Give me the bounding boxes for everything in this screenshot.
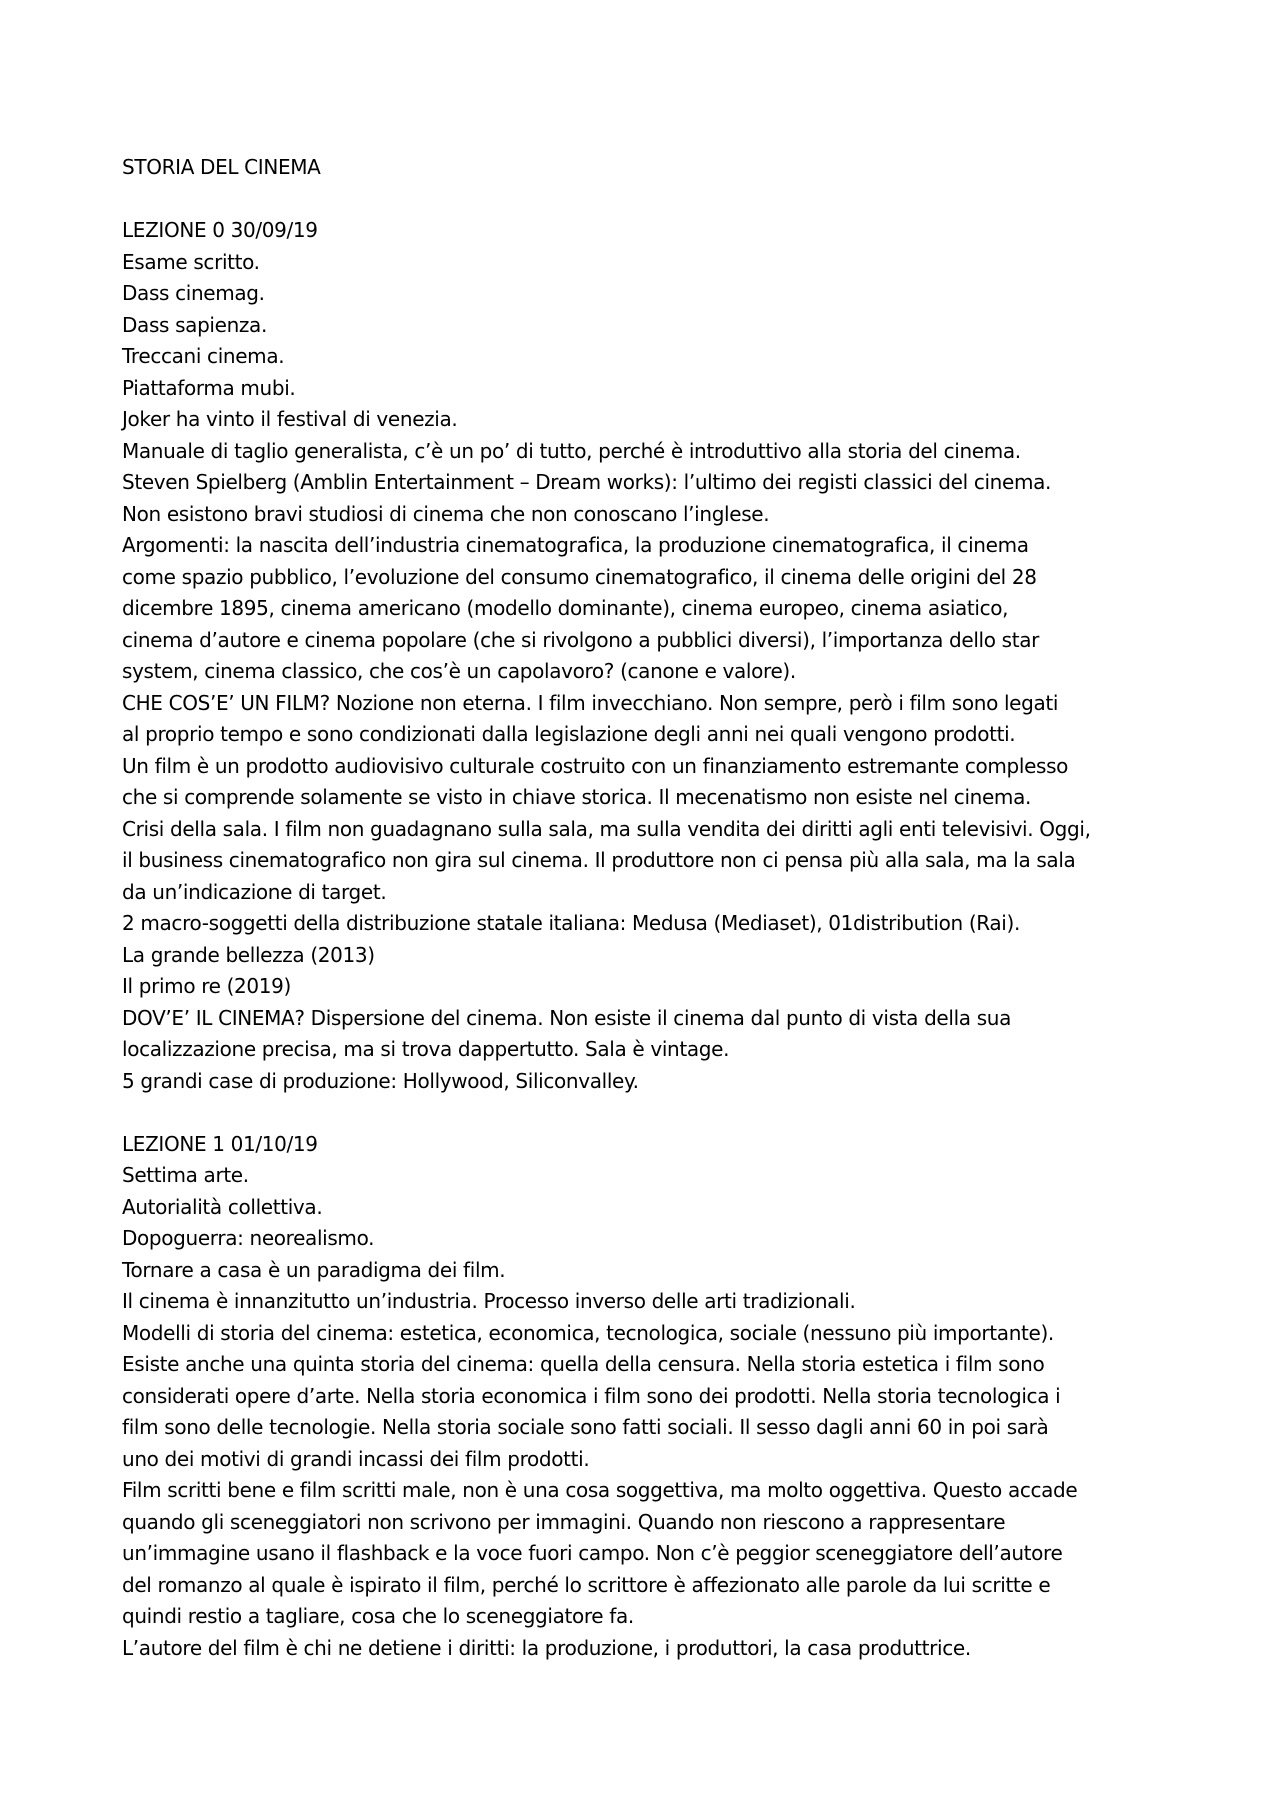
text-line: Dopoguerra: neorealismo. [122, 1226, 375, 1250]
text-line: Tornare a casa è un paradigma dei film. [122, 1257, 506, 1282]
text-line: Dass sapienza. [122, 312, 267, 337]
section-heading: LEZIONE 0 30/09/19 [122, 218, 318, 242]
text-line: Piattaforma mubi. [122, 375, 296, 400]
text-line: 5 grandi case di produzione: Hollywood, Siliconvalley. [122, 1068, 639, 1093]
document-body [122, 152, 1172, 1664]
text-line: L’autore del film è chi ne detiene i diritti: la produzione, i produttori, la casa produttrice. [122, 1635, 971, 1660]
text-line: Autorialità collettiva. [122, 1194, 323, 1219]
text-line: Film scritti bene e film scritti male, non è una cosa soggettiva, ma molto oggettiva. Questo accade [122, 1478, 1078, 1502]
text-line: al proprio tempo e sono condizionati dalla legislazione degli anni nei quali vengono prodotti. [122, 722, 1016, 746]
text-line: 2 macro-soggetti della distribuzione statale italiana: Medusa (Mediaset), 01distribution (Rai). [122, 911, 1020, 935]
text-line: La grande bellezza (2013) [122, 942, 375, 967]
text-line: localizzazione precisa, ma si trova dappertutto. Sala è vintage. [122, 1037, 730, 1061]
text-line: dicembre 1895, cinema americano (modello dominante), cinema europeo, cinema asiatico, [122, 596, 1009, 620]
text-line: Il primo re (2019) [122, 974, 292, 998]
text-line: quindi restio a tagliare, cosa che lo sceneggiatore fa. [122, 1604, 634, 1628]
text-line: il business cinematografico non gira sul cinema. Il produttore non ci pensa più alla sala, ma la sala [122, 848, 1076, 872]
blank-line [122, 1097, 1172, 1129]
text-line: considerati opere d’arte. Nella storia economica i film sono dei prodotti. Nella storia tecnologica i [122, 1383, 1061, 1408]
text-line: come spazio pubblico, l’evoluzione del consumo cinematografico, il cinema delle origini del 28 [122, 564, 1037, 589]
text-line: da un’indicazione di target. [122, 879, 387, 904]
text-line: un’immagine usano il flashback e la voce fuori campo. Non c’è peggior sceneggiatore dell’autore [122, 1541, 1063, 1565]
text-line: Esiste anche una quinta storia del cinema: quella della censura. Nella storia estetica i film sono [122, 1352, 1045, 1376]
section-heading: LEZIONE 1 01/10/19 [122, 1131, 318, 1156]
text-line: che si comprende solamente se visto in chiave storica. Il mecenatismo non esiste nel cinema. [122, 785, 1031, 809]
text-line: Steven Spielberg (Amblin Entertainment – Dream works): l’ultimo dei registi classici del cinema. [122, 470, 1051, 494]
text-line: Esame scritto. [122, 249, 260, 274]
text-line: Non esistono bravi studiosi di cinema che non conoscano l’inglese. [122, 501, 770, 526]
text-line: DOV’E’ IL CINEMA? Dispersione del cinema. Non esiste il cinema dal punto di vista della sua [122, 1005, 1011, 1030]
text-line: Crisi della sala. I film non guadagnano sulla sala, ma sulla vendita dei diritti agli enti televisivi. Oggi, [122, 816, 1091, 841]
blank-line [122, 184, 1172, 216]
text-line: Un film è un prodotto audiovisivo culturale costruito con un finanziamento estremante complesso [122, 753, 1069, 778]
text-line: quando gli sceneggiatori non scrivono per immagini. Quando non riescono a rappresentare [122, 1509, 1006, 1534]
text-line: Argomenti: la nascita dell’industria cinematografica, la produzione cinematografica, il cinema [122, 533, 1029, 557]
text-line: uno dei motivi di grandi incassi dei film prodotti. [122, 1446, 590, 1471]
text-line: system, cinema classico, che cos’è un capolavoro? (canone e valore). [122, 659, 796, 683]
document-title: STORIA DEL CINEMA [122, 155, 321, 179]
text-line: Settima arte. [122, 1163, 249, 1187]
text-line: CHE COS’E’ UN FILM? Nozione non eterna. I film invecchiano. Non sempre, però i film sono legati [122, 690, 1059, 715]
text-line: Manuale di taglio generalista, c’è un po’ di tutto, perché è introduttivo alla storia del cinema. [122, 438, 1021, 463]
text-line: Il cinema è innanzitutto un’industria. Processo inverso delle arti tradizionali. [122, 1289, 856, 1313]
text-line: Treccani cinema. [122, 344, 285, 368]
text-line: del romanzo al quale è ispirato il film, perché lo scrittore è affezionato alle parole da lui scritte e [122, 1572, 1051, 1597]
text-line: Dass cinemag. [122, 281, 265, 305]
text-line: Modelli di storia del cinema: estetica, economica, tecnologica, sociale (nessuno più importante). [122, 1320, 1054, 1345]
text-line: cinema d’autore e cinema popolare (che si rivolgono a pubblici diversi), l’importanza dello star [122, 627, 1039, 652]
text-line: film sono delle tecnologie. Nella storia sociale sono fatti sociali. Il sesso dagli anni 60 in poi sarà [122, 1415, 1049, 1439]
text-line: Joker ha vinto il festival di venezia. [122, 407, 458, 431]
